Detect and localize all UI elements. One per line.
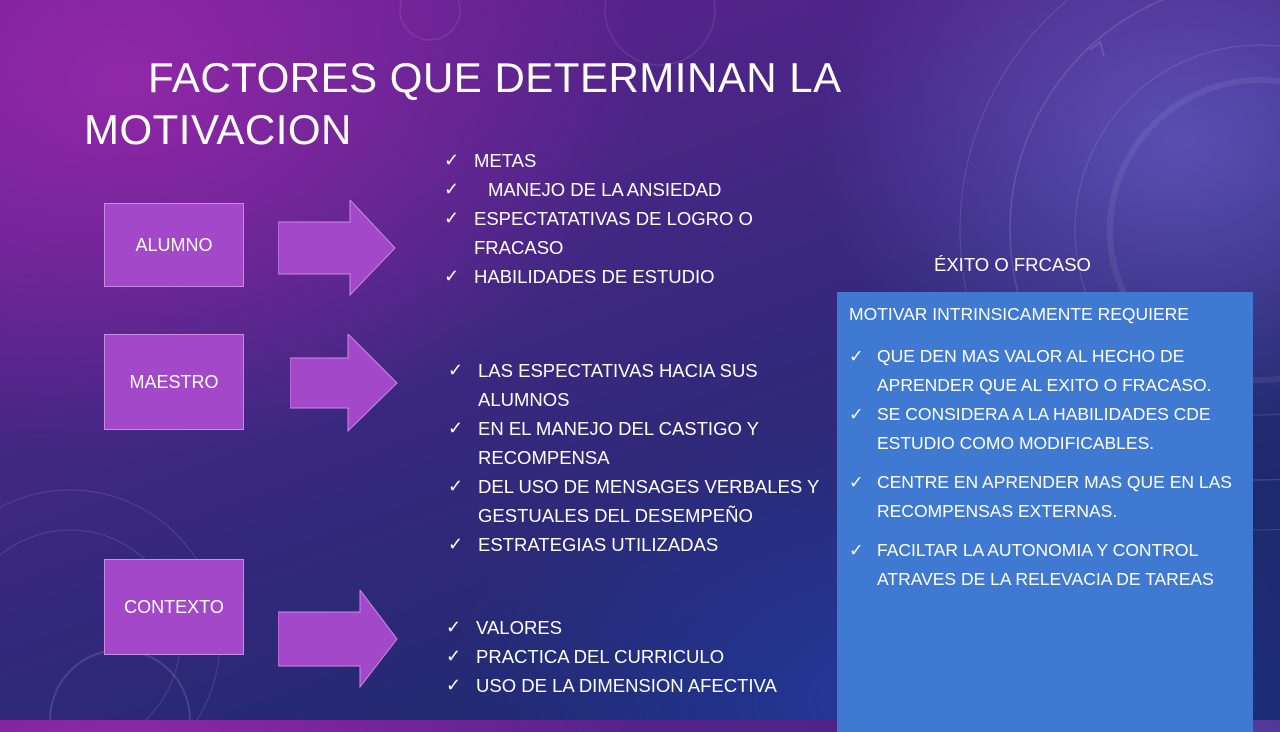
list-item: ✓ CENTRE EN APRENDER MAS QUE EN LAS RECOMPENSAS EXTERNAS. [849,468,1243,526]
factor-box-maestro: MAESTRO [104,334,244,430]
title-line-1: FACTORES QUE DETERMINAN LA [148,54,842,101]
check-icon: ✓ [849,346,864,366]
arrow-right-icon [290,334,398,432]
check-icon: ✓ [849,540,864,560]
arrow-right-icon [278,200,396,296]
check-icon: ✓ [849,404,864,424]
outcome-caption: ÉXITO O FRCASO [934,254,1091,275]
list-item: ✓ QUE DEN MAS VALOR AL HECHO DE APRENDER QUE AL EXITO O FRACASO. [849,342,1243,400]
intrinsic-motivation-panel [837,292,1253,732]
check-icon: ✓ [446,617,462,637]
list-item: ✓ LAS ESPECTATIVAS HACIA SUS ALUMNOS [448,356,828,414]
list-item: ✓ USO DE LA DIMENSION AFECTIVA [446,671,826,700]
list-item: ✓ SE CONSIDERA A LA HABILIDADES CDE ESTUDIO COMO MODIFICABLES. [849,400,1243,458]
panel-heading: MOTIVAR INTRINSICAMENTE REQUIERE [849,304,1189,324]
list-item: ✓ VALORES [446,613,826,642]
check-icon: ✓ [444,150,460,170]
contexto-factor-list [446,613,826,700]
alumno-factor-list [444,146,804,291]
maestro-factor-list [448,356,828,559]
panel-list [849,342,1243,594]
check-icon: ✓ [448,476,464,496]
check-icon: ✓ [444,266,460,286]
list-item: ✓ EN EL MANEJO DEL CASTIGO Y RECOMPENSA [448,414,828,472]
list-item: ✓ FACILTAR LA AUTONOMIA Y CONTROL ATRAVES DE LA RELEVACIA DE TAREAS [849,536,1243,594]
list-item: ✓ PRACTICA DEL CURRICULO [446,642,826,671]
list-item: ✓ ESPECTATATIVAS DE LOGRO O FRACASO [444,204,804,262]
check-icon: ✓ [446,675,462,695]
list-item: ✓ DEL USO DE MENSAGES VERBALES Y GESTUALES DEL DESEMPEÑO [448,472,828,530]
factor-box-alumno: ALUMNO [104,203,244,287]
list-item: ✓ ESTRATEGIAS UTILIZADAS [448,530,828,559]
arrow-right-icon [278,590,398,688]
check-icon: ✓ [444,208,460,228]
list-item: ✓ HABILIDADES DE ESTUDIO [444,262,804,291]
factor-box-contexto: CONTEXTO [104,559,244,655]
check-icon: ✓ [446,646,462,666]
page-title [84,52,984,156]
check-icon: ✓ [444,179,460,199]
check-icon: ✓ [448,418,464,438]
check-icon: ✓ [849,472,864,492]
list-item: ✓ MANEJO DE LA ANSIEDAD [444,175,804,204]
check-icon: ✓ [448,360,464,380]
check-icon: ✓ [448,534,464,554]
title-line-2: MOTIVACION [84,106,352,153]
list-item: ✓ METAS [444,146,804,175]
